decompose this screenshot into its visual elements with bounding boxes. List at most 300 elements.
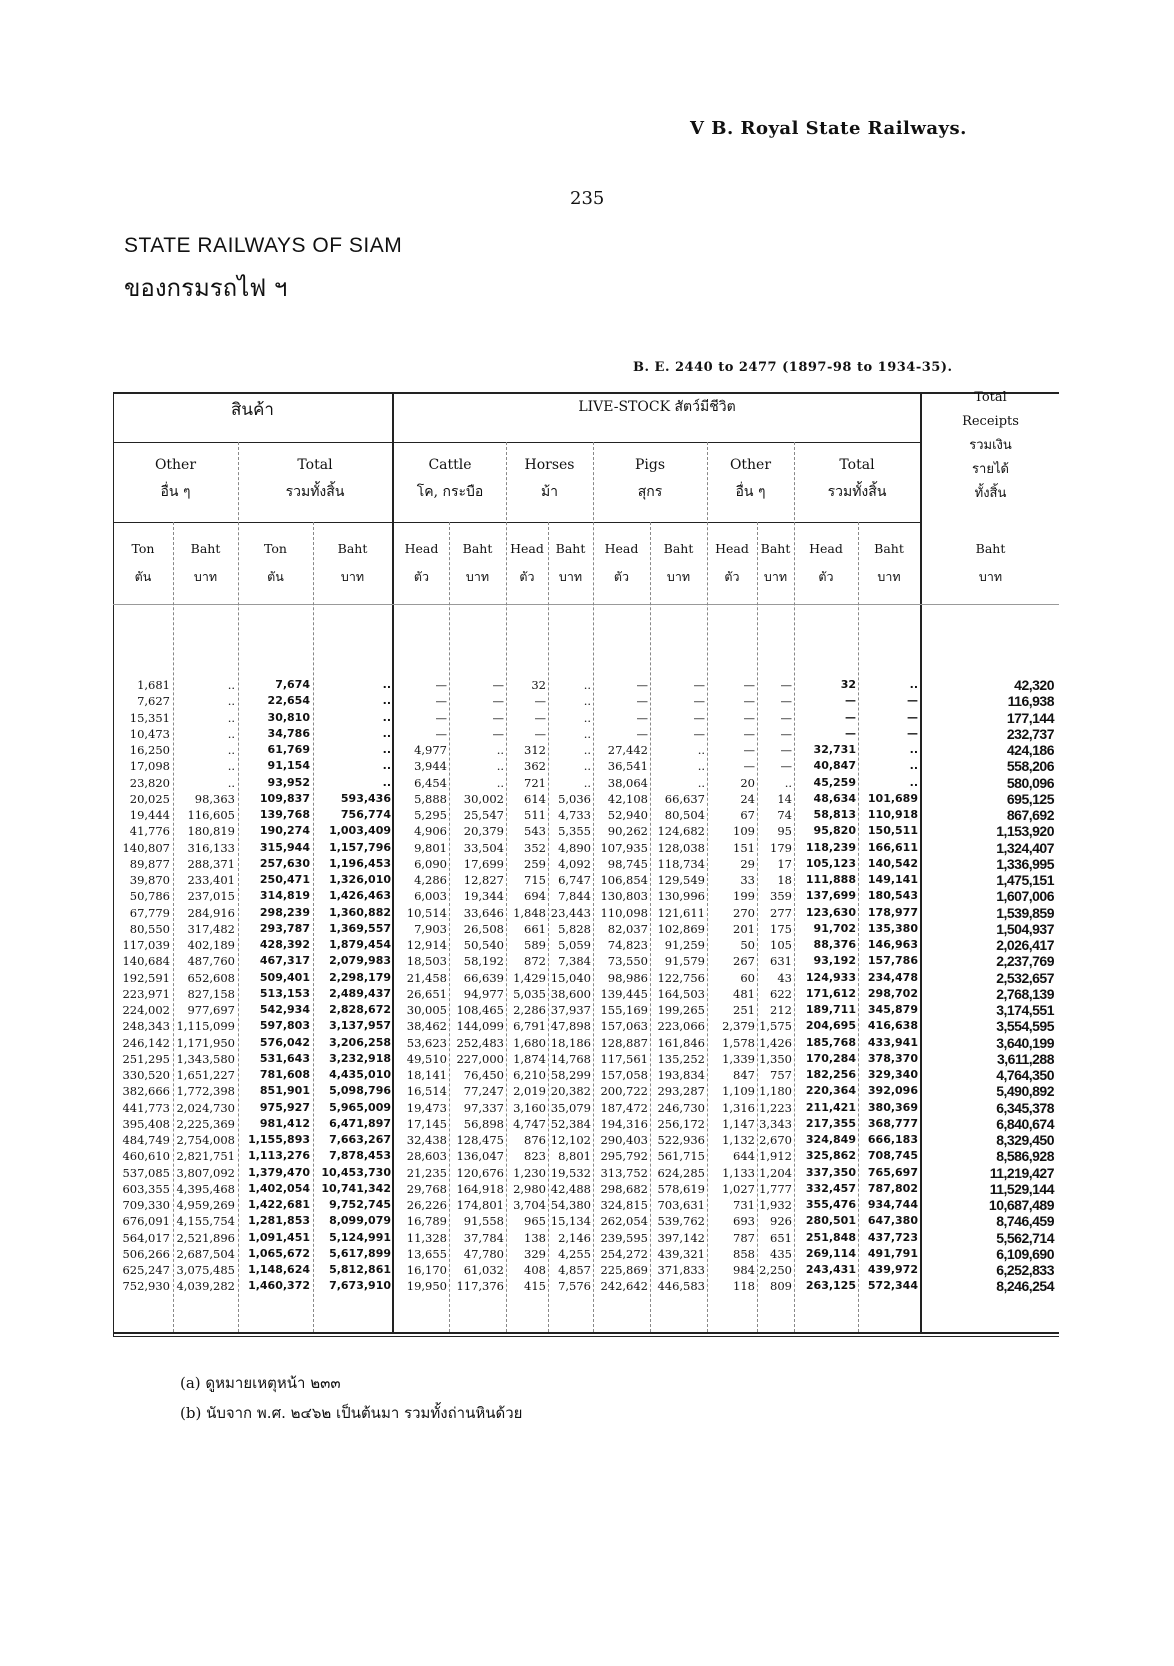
table-cell: —: [534, 710, 546, 725]
table-cell: 234,478: [867, 970, 918, 984]
table-cell: 138: [524, 1230, 546, 1245]
table-cell: 32: [531, 678, 546, 692]
table-cell: 105: [770, 938, 792, 952]
table-cell: 54,380: [550, 1198, 591, 1212]
table-cell: 12,102: [550, 1133, 591, 1147]
table-cell: 30,810: [267, 710, 310, 724]
table-cell: 317,482: [187, 921, 235, 936]
table-cell: 330,520: [122, 1068, 170, 1082]
table-cell: ..: [227, 759, 235, 774]
table-cell: 6,003: [414, 889, 447, 904]
table-cell: 984: [733, 1263, 755, 1277]
table-cell: 284,916: [187, 905, 235, 920]
table-cell: 33,504: [463, 840, 504, 855]
table-cell: 3,075,485: [176, 1263, 235, 1277]
column-livestock-total-baht: [858, 677, 918, 1295]
table-cell: 4,764,350: [996, 1067, 1054, 1083]
table-cell: 437,723: [867, 1230, 918, 1244]
table-cell: 47,780: [463, 1246, 504, 1261]
table-cell: 380,369: [867, 1100, 918, 1114]
table-cell: 105,123: [805, 856, 856, 870]
unit-head: Head ตัว: [809, 541, 843, 584]
table-cell: 5,295: [414, 808, 447, 822]
table-cell: 3,232,918: [329, 1051, 391, 1065]
table-cell: 164,503: [657, 986, 705, 1001]
table-cell: 20: [740, 775, 755, 790]
table-cell: 124,933: [805, 970, 856, 984]
table-cell: 17,699: [463, 856, 504, 871]
table-cell: 33: [740, 873, 755, 887]
table-cell: 117,561: [600, 1051, 648, 1066]
table-cell: 26,226: [406, 1198, 447, 1212]
table-cell: 30,002: [463, 791, 504, 806]
table-cell: 7,903: [414, 921, 447, 936]
table-cell: 137,699: [805, 889, 856, 903]
table-cell: 1,777: [759, 1181, 792, 1196]
table-cell: 1,607,006: [996, 888, 1054, 905]
table-cell: 1,343,580: [176, 1051, 235, 1066]
table-cell: 49,510: [406, 1051, 447, 1066]
table-cell: —: [492, 710, 504, 725]
table-cell: 107,935: [600, 840, 648, 855]
table-cell: 7,576: [558, 1279, 591, 1294]
table-cell: 43: [777, 970, 792, 985]
table-cell: —: [907, 710, 918, 724]
table-cell: ..: [227, 678, 235, 692]
table-cell: 2,079,983: [329, 954, 391, 968]
table-cell: 439,321: [657, 1246, 705, 1261]
table-cell: 110,918: [867, 808, 918, 821]
table-cell: —: [636, 694, 648, 709]
table-cell: 625,247: [122, 1263, 170, 1277]
table-cell: 3,343: [759, 1116, 792, 1131]
table-cell: 67: [740, 808, 755, 822]
goods-other-heading: Other อื่น ๆ: [154, 457, 197, 500]
table-cell: —: [534, 694, 546, 709]
table-cell: 243,431: [805, 1263, 856, 1276]
table-cell: 130,803: [600, 889, 648, 904]
table-cell: 58,192: [463, 954, 504, 969]
table-cell: 5,355: [558, 824, 591, 839]
table-cell: 26,508: [463, 921, 504, 936]
table-cell: 1,171,950: [176, 1035, 235, 1050]
table-cell: 433,941: [867, 1035, 918, 1049]
pigs-heading: Pigs สุกร: [634, 457, 666, 500]
table-cell: 217,355: [805, 1116, 856, 1130]
table-cell: 117,376: [456, 1279, 504, 1294]
table-cell: 1,196,453: [329, 856, 391, 870]
unit-ton: Ton ตัน: [131, 541, 155, 584]
table-cell: 4,906: [414, 824, 447, 839]
table-cell: —: [743, 759, 755, 774]
table-cell: 2,980: [513, 1181, 546, 1196]
livestock-heading: LIVE-STOCK สัตว์มีชีวิต: [578, 399, 736, 415]
table-cell: 3,704: [513, 1198, 546, 1212]
table-cell: 316,133: [187, 840, 235, 855]
table-cell: —: [743, 678, 755, 692]
table-cell: 23,820: [129, 775, 170, 790]
table-cell: 38,064: [607, 775, 648, 790]
table-cell: 721: [524, 775, 546, 790]
table-cell: ..: [583, 726, 591, 741]
table-cell: 1,426: [759, 1035, 792, 1050]
table-cell: 402,189: [187, 938, 235, 952]
table-cell: 3,174,551: [996, 1002, 1054, 1018]
table-cell: 1,879,454: [329, 938, 391, 951]
table-cell: 424,186: [1006, 742, 1054, 758]
table-cell: 29,768: [406, 1181, 447, 1196]
table-cell: 27,442: [607, 743, 648, 757]
table-cell: 382,666: [122, 1084, 170, 1099]
table-cell: 314,819: [259, 889, 310, 903]
table-cell: 190,274: [259, 824, 310, 838]
table-cell: 90,262: [607, 824, 648, 839]
table-cell: 28,603: [406, 1149, 447, 1164]
table-cell: 10,741,342: [321, 1181, 391, 1195]
table-cell: 666,183: [867, 1133, 918, 1146]
table-cell: 166,611: [867, 840, 918, 854]
table-cell: 171,612: [805, 986, 856, 1000]
table-cell: 5,562,714: [996, 1229, 1054, 1246]
table-cell: 7,674: [275, 678, 310, 691]
table-cell: 193,834: [657, 1068, 705, 1082]
table-cell: 58,299: [550, 1068, 591, 1082]
table-cell: 19,444: [129, 808, 170, 822]
goods-total-heading: Total รวมทั้งสิ้น: [285, 457, 345, 500]
table-cell: 39,870: [129, 873, 170, 887]
table-cell: 313,752: [600, 1165, 648, 1180]
table-cell: 118: [733, 1279, 755, 1294]
table-cell: 1,153,920: [996, 823, 1054, 840]
unit-baht: Baht บาท: [555, 541, 586, 584]
table-cell: 1,475,151: [996, 872, 1054, 888]
table-cell: 122,756: [657, 970, 705, 985]
table-cell: 76,450: [463, 1068, 504, 1082]
table-cell: 589: [524, 938, 546, 952]
table-cell: 1,027: [722, 1181, 755, 1196]
table-cell: 80,504: [664, 808, 705, 822]
table-cell: 441,773: [122, 1100, 170, 1115]
table-cell: 97,337: [463, 1100, 504, 1115]
table-cell: —: [780, 726, 792, 741]
table-cell: 3,137,957: [329, 1019, 391, 1033]
table-cell: 542,934: [259, 1003, 310, 1016]
table-cell: 41,776: [129, 824, 170, 839]
table-cell: 4,890: [558, 840, 591, 855]
table-cell: 2,225,369: [176, 1116, 235, 1131]
subheader-rule: [113, 522, 920, 523]
table-cell: 56,898: [463, 1116, 504, 1131]
table-cell: 73,550: [607, 954, 648, 969]
table-cell: 5,888: [414, 791, 447, 806]
table-cell: 161,846: [657, 1035, 705, 1050]
table-cell: 1,339: [722, 1051, 755, 1066]
table-cell: 149,141: [867, 873, 918, 886]
table-cell: 12,827: [463, 873, 504, 887]
table-cell: 102,869: [657, 921, 705, 936]
table-cell: 128,038: [657, 840, 705, 855]
table-cell: ..: [382, 759, 391, 773]
table-cell: 3,160: [513, 1100, 546, 1115]
table-cell: 6,109,690: [996, 1245, 1054, 1262]
column-livestock-other-head: [707, 677, 755, 1295]
unit-head: Head ตัว: [715, 541, 749, 584]
table-cell: 252,483: [456, 1035, 504, 1050]
table-cell: 256,172: [657, 1116, 705, 1131]
table-bottom-rule-2: [113, 1336, 1059, 1337]
table-cell: 36,541: [607, 759, 648, 774]
table-cell: —: [636, 726, 648, 741]
table-cell: 140,542: [867, 856, 918, 870]
table-cell: 5,098,796: [329, 1084, 391, 1098]
table-cell: 531,643: [259, 1051, 310, 1065]
table-cell: 67,779: [129, 905, 170, 920]
table-cell: 3,611,288: [996, 1050, 1054, 1067]
table-cell: 428,392: [259, 938, 310, 951]
table-cell: 1,109: [722, 1084, 755, 1099]
table-cell: 157,058: [600, 1068, 648, 1082]
table-cell: —: [492, 694, 504, 709]
table-cell: 19,532: [550, 1165, 591, 1180]
table-cell: 121,611: [657, 905, 705, 920]
table-cell: 6,840,674: [996, 1115, 1054, 1132]
table-cell: 118,734: [657, 856, 705, 871]
table-cell: 251: [733, 1003, 755, 1017]
table-cell: 481: [733, 986, 755, 1001]
table-cell: 1,091,451: [248, 1230, 310, 1244]
table-cell: 88,376: [813, 938, 856, 951]
table-cell: 5,965,009: [329, 1100, 391, 1114]
footnotes: [180, 1368, 522, 1428]
table-cell: 11,219,427: [989, 1164, 1054, 1181]
table-cell: 136,047: [456, 1149, 504, 1164]
table-cell: 543: [524, 824, 546, 839]
cattle-heading: Cattle โค, กระบือ: [416, 457, 484, 500]
table-cell: 91,579: [664, 954, 705, 969]
table-cell: —: [743, 726, 755, 741]
column-total-receipts: [922, 677, 1054, 1295]
table-cell: 4,395,468: [176, 1181, 235, 1196]
table-cell: 129,549: [657, 873, 705, 887]
table-cell: ..: [583, 694, 591, 709]
table-cell: ..: [496, 775, 504, 790]
table-cell: 1,147: [722, 1116, 755, 1131]
table-cell: 185,768: [805, 1035, 856, 1049]
table-cell: 124,682: [657, 824, 705, 839]
table-cell: 224,002: [122, 1003, 170, 1017]
table-cell: —: [845, 694, 856, 708]
table-cell: 644: [733, 1149, 755, 1164]
table-cell: 876: [524, 1133, 546, 1147]
table-cell: 4,092: [558, 856, 591, 871]
table-cell: 47,898: [550, 1019, 591, 1034]
column-cattle-head: [394, 677, 447, 1295]
table-cell: 1,680: [513, 1035, 546, 1050]
table-cell: 20,379: [463, 824, 504, 839]
table-cell: 1,932: [759, 1198, 792, 1212]
table-cell: 467,317: [259, 954, 310, 968]
table-cell: 139,768: [259, 808, 310, 821]
table-cell: 1,204: [759, 1165, 792, 1180]
table-cell: 111,888: [805, 873, 856, 886]
table-cell: —: [780, 759, 792, 774]
table-cell: 652,608: [187, 970, 235, 985]
table-cell: 1,326,010: [329, 873, 391, 886]
table-cell: 10,687,489: [988, 1197, 1054, 1213]
table-cell: 368,777: [867, 1116, 918, 1130]
table-cell: 965: [524, 1214, 546, 1229]
table-cell: 4,857: [558, 1263, 591, 1277]
table-cell: 157,786: [867, 954, 918, 968]
table-cell: 2,754,008: [176, 1133, 235, 1147]
table-cell: 101,689: [867, 791, 918, 805]
table-cell: 116,938: [1007, 693, 1054, 710]
table-cell: 6,210: [513, 1068, 546, 1082]
table-cell: 267: [733, 954, 755, 969]
table-cell: 298,682: [600, 1181, 648, 1196]
table-cell: 15,351: [129, 710, 170, 725]
table-cell: 337,350: [805, 1165, 856, 1179]
table-cell: 4,747: [513, 1116, 546, 1131]
table-cell: 362: [524, 759, 546, 774]
table-cell: 325,862: [805, 1149, 856, 1163]
table-cell: 1,681: [137, 678, 170, 692]
table-cell: 95: [777, 824, 792, 839]
table-cell: 10,473: [129, 726, 170, 741]
table-cell: ..: [909, 678, 918, 691]
table-cell: 4,733: [558, 808, 591, 822]
table-cell: 3,640,199: [996, 1034, 1054, 1051]
table-cell: 180,543: [867, 889, 918, 903]
column-horses-baht: [548, 677, 591, 1295]
table-cell: 593,436: [340, 791, 391, 805]
table-cell: 19,344: [463, 889, 504, 904]
table-cell: 1,148,624: [248, 1263, 310, 1276]
table-cell: 93,952: [267, 775, 310, 789]
table-cell: 851,901: [259, 1084, 310, 1098]
table-cell: —: [435, 710, 447, 725]
table-cell: 13,655: [406, 1246, 447, 1261]
table-cell: 614: [524, 791, 546, 806]
table-cell: 708,745: [867, 1149, 918, 1163]
table-cell: 14: [777, 791, 792, 806]
table-cell: 4,255: [558, 1246, 591, 1261]
table-cell: 580,096: [1006, 774, 1054, 791]
table-cell: 298,702: [867, 986, 918, 1000]
table-cell: 182,256: [805, 1068, 856, 1081]
table-cell: 140,807: [122, 840, 170, 855]
column-pigs-head: [593, 677, 648, 1295]
table-cell: 2,521,896: [176, 1230, 235, 1245]
footnote-b: (b) นับจาก พ.ศ. ๒๔๖๒ เป็นต้นมา รวมทั้งถ่านหินด้วย: [180, 1404, 523, 1422]
table-cell: 45,259: [813, 775, 856, 789]
table-cell: 189,711: [805, 1003, 856, 1016]
table-cell: 251,295: [122, 1051, 170, 1066]
table-cell: 487,760: [187, 954, 235, 969]
table-cell: 977,697: [187, 1003, 235, 1017]
table-cell: 312: [524, 743, 546, 757]
table-cell: 35,079: [550, 1100, 591, 1115]
table-cell: 1,912: [759, 1149, 792, 1164]
table-cell: 187,472: [600, 1100, 648, 1115]
table-cell: 135,252: [657, 1051, 705, 1066]
table-cell: 416,638: [867, 1019, 918, 1033]
table-cell: 91,558: [463, 1214, 504, 1229]
table-cell: 74,823: [607, 938, 648, 952]
table-cell: ..: [382, 743, 391, 756]
table-cell: 2,687,504: [176, 1246, 235, 1261]
table-cell: 293,787: [259, 921, 310, 935]
table-cell: 20,025: [129, 791, 170, 806]
table-cell: 144,099: [456, 1019, 504, 1034]
table-cell: —: [492, 678, 504, 692]
table-cell: 220,364: [805, 1084, 856, 1098]
table-cell: 9,752,745: [329, 1198, 391, 1211]
table-cell: 3,206,258: [329, 1035, 391, 1049]
table-cell: 3,807,092: [176, 1165, 235, 1180]
table-cell: 4,435,010: [329, 1068, 391, 1081]
table-cell: 522,936: [657, 1133, 705, 1147]
table-cell: 1,578: [722, 1035, 755, 1050]
table-cell: 9,801: [414, 840, 447, 855]
table-cell: 34,786: [267, 726, 310, 740]
table-cell: 280,501: [805, 1214, 856, 1228]
table-cell: 40,847: [813, 759, 856, 773]
table-cell: —: [780, 710, 792, 725]
table-cell: 12,914: [406, 938, 447, 952]
table-cell: 128,887: [600, 1035, 648, 1050]
table-cell: 25,547: [463, 808, 504, 822]
table-cell: —: [693, 694, 705, 709]
table-cell: 199: [733, 889, 755, 904]
table-cell: ..: [583, 710, 591, 725]
table-cell: —: [780, 694, 792, 709]
table-cell: 506,266: [122, 1246, 170, 1261]
table-cell: 1,874: [513, 1051, 546, 1066]
table-cell: 259: [524, 856, 546, 871]
table-cell: 15,040: [550, 970, 591, 985]
table-cell: —: [435, 726, 447, 741]
table-cell: 2,019: [513, 1084, 546, 1099]
table-cell: 33,646: [463, 905, 504, 920]
table-cell: 975,927: [259, 1100, 310, 1114]
table-cell: 50,786: [129, 889, 170, 904]
table-cell: 11,328: [406, 1230, 447, 1245]
table-cell: 8,099,079: [329, 1214, 391, 1228]
table-cell: 192,591: [122, 970, 170, 985]
table-cell: 1,350: [759, 1051, 792, 1066]
table-cell: 18,186: [550, 1035, 591, 1050]
table-cell: 1,065,672: [248, 1246, 310, 1260]
table-cell: 140,684: [122, 954, 170, 969]
table-cell: 118,239: [805, 840, 856, 854]
table-cell: 211,421: [805, 1100, 856, 1114]
table-cell: 157,063: [600, 1019, 648, 1034]
table-cell: 6,747: [558, 873, 591, 887]
table-cell: 359: [770, 889, 792, 904]
table-cell: 332,457: [805, 1181, 856, 1195]
table-cell: 1,324,407: [996, 839, 1054, 856]
table-cell: 511: [524, 808, 546, 822]
table-cell: 537,085: [122, 1165, 170, 1180]
table-cell: 223,971: [122, 986, 170, 1001]
table-cell: 277: [770, 905, 792, 920]
unit-head: Head ตัว: [404, 541, 439, 584]
table-cell: 1,402,054: [248, 1181, 310, 1195]
table-cell: ..: [697, 775, 705, 790]
column-goods-other-ton: [113, 677, 170, 1295]
unit-baht: Baht บาท: [663, 541, 694, 584]
